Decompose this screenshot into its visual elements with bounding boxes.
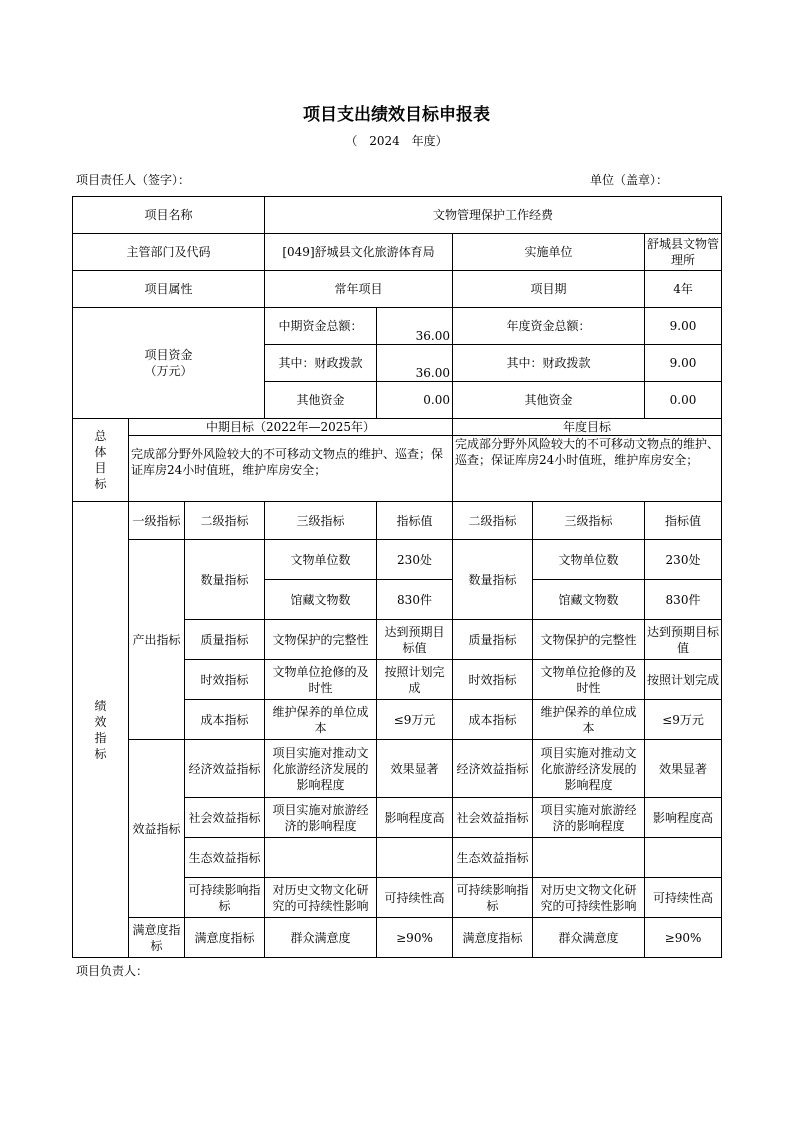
dept-value: [049]舒城县文化旅游体育局 [265, 234, 453, 271]
table-row-l3: 文物单位数 [265, 540, 377, 580]
mid-goal-text: 完成部分野外风险较大的不可移动文物点的维护、巡查；保证库房24小时值班，维护库房安全； [129, 436, 453, 502]
mid-total-value: 36.00 [377, 308, 453, 345]
table-row-year-l3 [533, 838, 645, 878]
table-row-l2: 经济效益指标 [185, 740, 265, 798]
performance-table [72, 196, 722, 958]
table-row-l2: 时效指标 [185, 660, 265, 700]
table-row-l2: 社会效益指标 [185, 798, 265, 838]
mid-goal-header: 中期目标（2022年—2025年） [129, 419, 453, 436]
group-benefit: 效益指标 [129, 740, 185, 918]
table-row-year-l3: 项目实施对推动文化旅游经济发展的影响程度 [533, 740, 645, 798]
header-level1: 一级指标 [129, 502, 185, 540]
year-fiscal-value: 9.00 [645, 345, 722, 382]
impl-label: 实施单位 [453, 234, 645, 271]
funds-label [73, 308, 265, 419]
table-row-year-value: 影响程度高 [645, 798, 722, 838]
table-row-l2: 数量指标 [185, 540, 265, 620]
table-row-year-l2: 成本指标 [453, 700, 533, 740]
table-row-value: 230处 [377, 540, 453, 580]
table-row-year-l2: 生态效益指标 [453, 838, 533, 878]
table-row-year-l2: 可持续影响指标 [453, 878, 533, 918]
group-output: 产出指标 [129, 540, 185, 740]
funds-label-unit: （万元） [144, 364, 193, 378]
table-row-year-value: 230处 [645, 540, 722, 580]
table-row-l2: 满意度指标 [185, 918, 265, 958]
year-goal-header: 年度目标 [453, 419, 722, 436]
table-row-l2: 成本指标 [185, 700, 265, 740]
year-fiscal-label: 其中：财政拨款 [453, 345, 645, 382]
mid-other-label: 其他资金 [265, 382, 377, 419]
year-goal-text: 完成部分野外风险较大的不可移动文物点的维护、巡查；保证库房24小时值班，维护库房安全； [453, 436, 722, 502]
year-open: （ [345, 134, 358, 148]
table-row-year-value: 效果显著 [645, 740, 722, 798]
table-row-year-l2: 数量指标 [453, 540, 533, 620]
table-row-value [377, 838, 453, 878]
table-row-l3: 馆藏文物数 [265, 580, 377, 620]
dept-label: 主管部门及代码 [73, 234, 265, 271]
table-row-l2: 可持续影响指标 [185, 878, 265, 918]
table-row-year-value: 按照计划完成 [645, 660, 722, 700]
unit-label: 单位（盖章）： [590, 173, 669, 187]
table-row-l3: 文物保护的完整性 [265, 620, 377, 660]
table-row-year-l3: 文物单位抢修的及时性 [533, 660, 645, 700]
header-year-level3: 三级指标 [533, 502, 645, 540]
table-row-year-l2: 时效指标 [453, 660, 533, 700]
table-row-value: 影响程度高 [377, 798, 453, 838]
table-row-l3: 项目实施对旅游经济的影响程度 [265, 798, 377, 838]
table-row-year-l3: 项目实施对旅游经济的影响程度 [533, 798, 645, 838]
year-other-value: 0.00 [645, 382, 722, 419]
goals-label: 总 体 目 标 [73, 419, 129, 502]
table-row-year-value: 可持续性高 [645, 878, 722, 918]
table-row-value: 效果显著 [377, 740, 453, 798]
period-value: 4年 [645, 271, 722, 308]
table-row-year-value: 达到预期目标值 [645, 620, 722, 660]
mid-other-value: 0.00 [377, 382, 453, 419]
table-row-l3: 对历史文物文化研究的可持续性影响 [265, 878, 377, 918]
header-year-value: 指标值 [645, 502, 722, 540]
page-title: 项目支出绩效目标申报表 [303, 105, 490, 125]
table-row-year-l3: 群众满意度 [533, 918, 645, 958]
year-line [0, 132, 793, 149]
table-row-value: 按照计划完成 [377, 660, 453, 700]
table-row-year-l2: 社会效益指标 [453, 798, 533, 838]
table-row-year-l2: 质量指标 [453, 620, 533, 660]
table-row-year-value: 830件 [645, 580, 722, 620]
attr-label: 项目属性 [73, 271, 265, 308]
project-name-label: 项目名称 [73, 197, 265, 234]
group-satisfaction: 满意度指标 [129, 918, 185, 958]
table-row-year-value [645, 838, 722, 878]
header-level2: 二级指标 [185, 502, 265, 540]
table-row-value: 可持续性高 [377, 878, 453, 918]
header-value: 指标值 [377, 502, 453, 540]
mid-fiscal-value: 36.00 [377, 345, 453, 382]
table-row-year-l2: 满意度指标 [453, 918, 533, 958]
indicators-label: 绩 效 指 标 [73, 502, 129, 958]
table-row-year-l2: 经济效益指标 [453, 740, 533, 798]
header-year-level2: 二级指标 [453, 502, 533, 540]
year-other-label: 其他资金 [453, 382, 645, 419]
year-close: 年度） [411, 134, 448, 148]
table-row-year-l3: 文物保护的完整性 [533, 620, 645, 660]
table-row-year-l3: 对历史文物文化研究的可持续性影响 [533, 878, 645, 918]
impl-value: 舒城县文物管理所 [645, 234, 722, 271]
table-row-value: 830件 [377, 580, 453, 620]
attr-value: 常年项目 [265, 271, 453, 308]
responsible-label: 项目责任人（签字）： [76, 173, 191, 187]
period-label: 项目期 [453, 271, 645, 308]
table-row-l3: 群众满意度 [265, 918, 377, 958]
table-row-year-l3: 馆藏文物数 [533, 580, 645, 620]
table-row-l3: 项目实施对推动文化旅游经济发展的影响程度 [265, 740, 377, 798]
funds-label-main: 项目资金 [144, 348, 193, 362]
header-level3: 三级指标 [265, 502, 377, 540]
table-row-year-l3: 文物单位数 [533, 540, 645, 580]
table-row-l2: 生态效益指标 [185, 838, 265, 878]
year-total-value: 9.00 [645, 308, 722, 345]
table-row-year-value: ≤9万元 [645, 700, 722, 740]
mid-total-label: 中期资金总额： [265, 308, 377, 345]
project-name-value: 文物管理保护工作经费 [265, 197, 722, 234]
table-row-value: ≥90% [377, 918, 453, 958]
table-row-value: 达到预期目标值 [377, 620, 453, 660]
mid-fiscal-label: 其中：财政拨款 [265, 345, 377, 382]
table-row-l3: 文物单位抢修的及时性 [265, 660, 377, 700]
table-row-l2: 质量指标 [185, 620, 265, 660]
table-row-year-value: ≥90% [645, 918, 722, 958]
table-row-l3 [265, 838, 377, 878]
table-row-value: ≤9万元 [377, 700, 453, 740]
table-row-year-l3: 维护保养的单位成本 [533, 700, 645, 740]
year-value: 2024 [369, 134, 400, 148]
footer-responsible: 项目负责人： [76, 964, 149, 978]
table-row-l3: 维护保养的单位成本 [265, 700, 377, 740]
year-total-label: 年度资金总额： [453, 308, 645, 345]
